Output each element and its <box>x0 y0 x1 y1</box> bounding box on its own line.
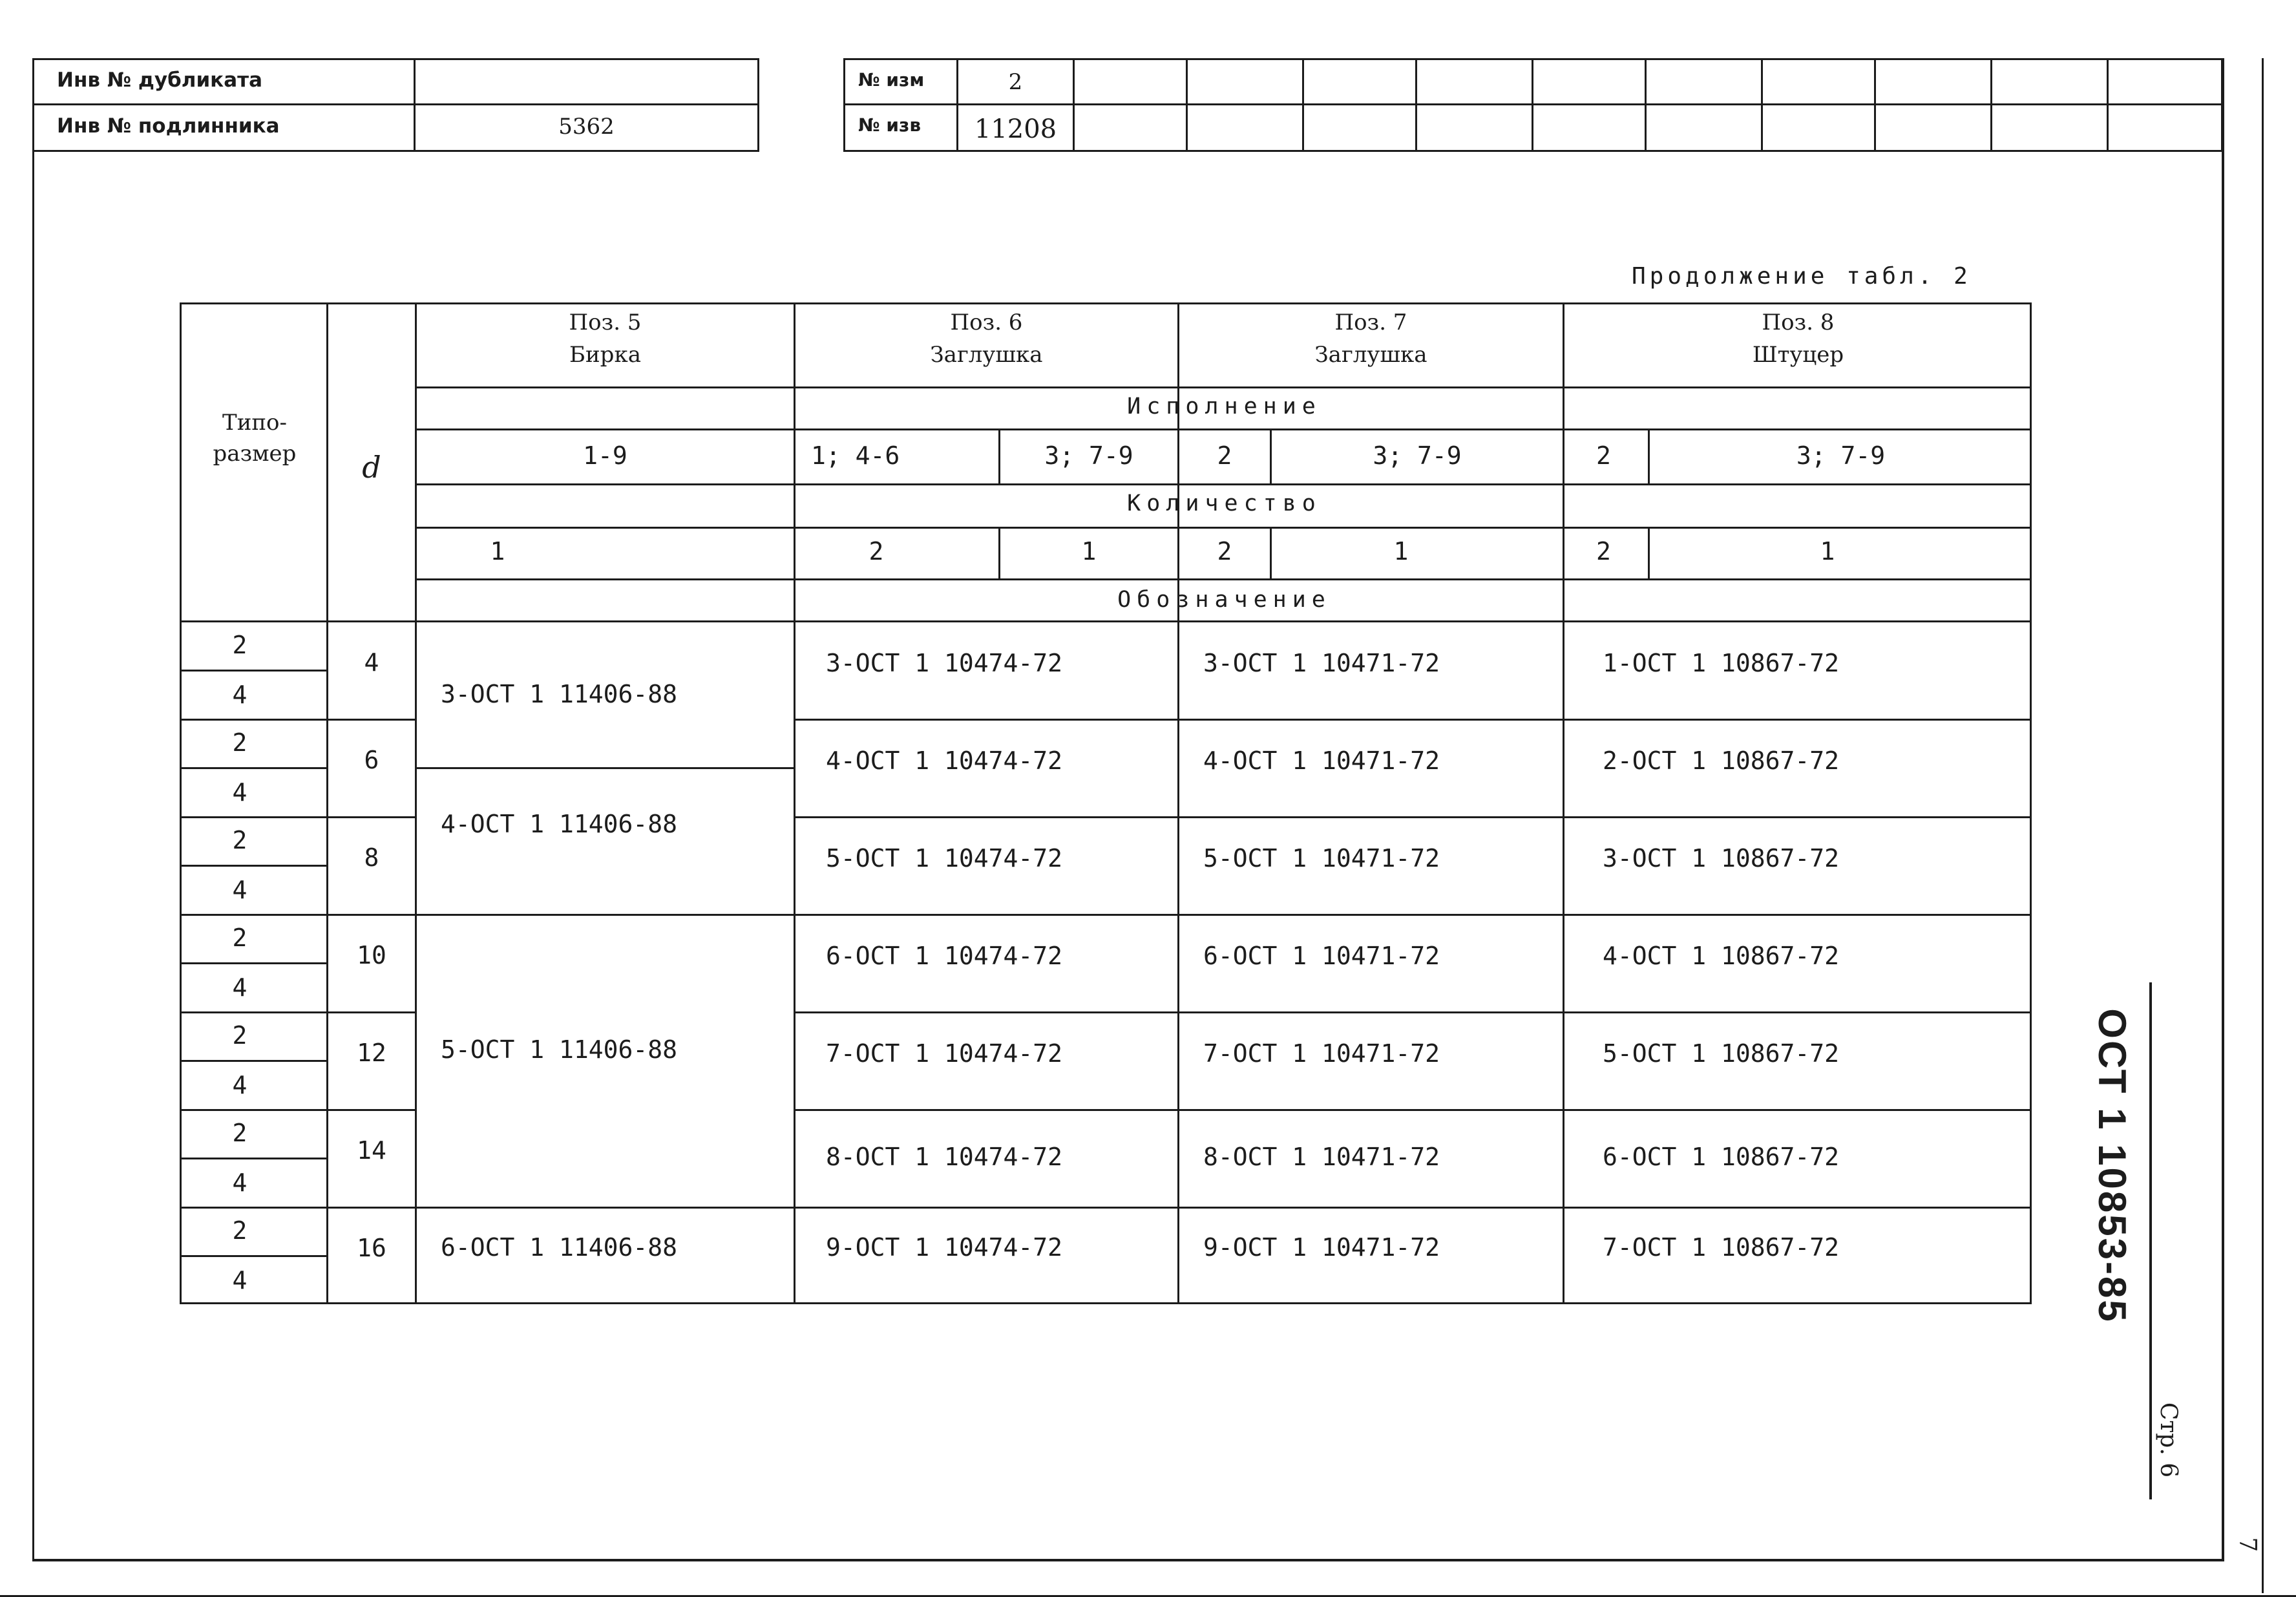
pos6-number: Поз. 6 <box>950 310 1023 335</box>
pos5-designation: 3-ОСТ 1 11406-88 <box>441 680 678 708</box>
d-cell: 12 <box>357 1039 386 1067</box>
size-cell: 2 <box>232 1021 248 1050</box>
col-size-label: Типо- размер <box>213 410 297 467</box>
size-cell: 4 <box>232 1071 248 1099</box>
quantity-pos6-a: 2 <box>869 537 884 566</box>
execution-label: Исполнение <box>1127 394 1322 419</box>
revision-number-label: № изм <box>858 69 925 90</box>
size-cell: 2 <box>232 1119 248 1147</box>
pos8-number: Поз. 8 <box>1762 310 1835 335</box>
execution-pos8-a: 2 <box>1596 441 1611 470</box>
pos8-designation: 3-ОСТ 1 10867-72 <box>1603 844 1840 873</box>
execution-pos7-a: 2 <box>1217 441 1232 470</box>
pos8-designation: 2-ОСТ 1 10867-72 <box>1603 746 1840 775</box>
size-cell: 4 <box>232 1266 248 1295</box>
designation-label: Обозначение <box>1117 587 1331 613</box>
size-cell: 2 <box>232 728 248 757</box>
inv-original-label: Инв № подлинника <box>57 114 280 138</box>
d-cell: 4 <box>364 648 379 677</box>
quantity-label: Количество <box>1127 491 1322 516</box>
pos8-designation: 4-ОСТ 1 10867-72 <box>1603 942 1840 970</box>
quantity-pos7-b: 1 <box>1393 537 1409 566</box>
d-cell: 10 <box>357 941 386 969</box>
size-cell: 4 <box>232 876 248 904</box>
pos7-number: Поз. 7 <box>1334 310 1407 335</box>
execution-pos5: 1-9 <box>583 441 627 470</box>
pos8-designation: 1-ОСТ 1 10867-72 <box>1603 649 1840 677</box>
execution-pos6-b: 3; 7-9 <box>1044 441 1133 470</box>
quantity-pos7-a: 2 <box>1217 537 1232 566</box>
table-caption: Продолжение табл. 2 <box>1632 263 1972 290</box>
pos6-name: Заглушка <box>930 342 1043 368</box>
pos7-designation: 7-ОСТ 1 10471-72 <box>1203 1039 1440 1068</box>
execution-pos8-b: 3; 7-9 <box>1796 441 1886 470</box>
d-cell: 16 <box>357 1234 386 1262</box>
pos8-name: Штуцер <box>1752 342 1844 368</box>
pos8-designation: 5-ОСТ 1 10867-72 <box>1603 1039 1840 1068</box>
pos6-designation: 3-ОСТ 1 10474-72 <box>826 649 1063 677</box>
execution-pos6-a: 1; 4-6 <box>811 441 900 470</box>
size-cell: 2 <box>232 924 248 952</box>
pos8-designation: 6-ОСТ 1 10867-72 <box>1603 1143 1840 1171</box>
pos7-designation: 3-ОСТ 1 10471-72 <box>1203 649 1440 677</box>
pos6-designation: 7-ОСТ 1 10474-72 <box>826 1039 1063 1068</box>
page-number: Стр. 6 <box>2155 1402 2182 1478</box>
size-cell: 4 <box>232 681 248 709</box>
pos6-designation: 5-ОСТ 1 10474-72 <box>826 844 1063 873</box>
pos6-designation: 9-ОСТ 1 10474-72 <box>826 1233 1063 1262</box>
size-cell: 2 <box>232 1216 248 1245</box>
pos7-designation: 6-ОСТ 1 10471-72 <box>1203 942 1440 970</box>
pos7-designation: 9-ОСТ 1 10471-72 <box>1203 1233 1440 1262</box>
pos7-designation: 5-ОСТ 1 10471-72 <box>1203 844 1440 873</box>
pos5-designation: 4-ОСТ 1 11406-88 <box>441 810 678 838</box>
pos8-designation: 7-ОСТ 1 10867-72 <box>1603 1233 1840 1262</box>
pos6-designation: 8-ОСТ 1 10474-72 <box>826 1143 1063 1171</box>
col-d-label: d <box>362 450 381 485</box>
quantity-pos8-a: 2 <box>1596 537 1611 566</box>
pos5-designation: 5-ОСТ 1 11406-88 <box>441 1035 678 1064</box>
pos7-name: Заглушка <box>1314 342 1427 368</box>
sheet-mark: 7 <box>2234 1537 2261 1552</box>
inv-duplicate-label: Инв № дубликата <box>57 69 263 92</box>
pos6-designation: 4-ОСТ 1 10474-72 <box>826 746 1063 775</box>
revision-number-value: 2 <box>1008 69 1023 95</box>
d-cell: 8 <box>364 843 379 872</box>
size-cell: 4 <box>232 973 248 1002</box>
quantity-pos6-b: 1 <box>1081 537 1097 566</box>
notice-number-label: № изв <box>858 114 922 136</box>
standard-code: ОСТ 1 10853-85 <box>2091 1008 2134 1324</box>
inv-original-value: 5362 <box>558 114 615 140</box>
quantity-pos5: 1 <box>490 537 505 566</box>
size-cell: 4 <box>232 778 248 807</box>
notice-number-value: 11208 <box>974 114 1057 144</box>
pos5-designation: 6-ОСТ 1 11406-88 <box>441 1233 678 1262</box>
size-cell: 4 <box>232 1169 248 1197</box>
execution-pos7-b: 3; 7-9 <box>1373 441 1462 470</box>
quantity-pos8-b: 1 <box>1820 537 1835 566</box>
d-cell: 6 <box>364 746 379 774</box>
pos6-designation: 6-ОСТ 1 10474-72 <box>826 942 1063 970</box>
pos5-name: Бирка <box>569 342 641 368</box>
pos7-designation: 4-ОСТ 1 10471-72 <box>1203 746 1440 775</box>
pos5-number: Поз. 5 <box>569 310 642 335</box>
pos7-designation: 8-ОСТ 1 10471-72 <box>1203 1143 1440 1171</box>
size-cell: 2 <box>232 631 248 659</box>
size-cell: 2 <box>232 826 248 854</box>
d-cell: 14 <box>357 1136 386 1165</box>
